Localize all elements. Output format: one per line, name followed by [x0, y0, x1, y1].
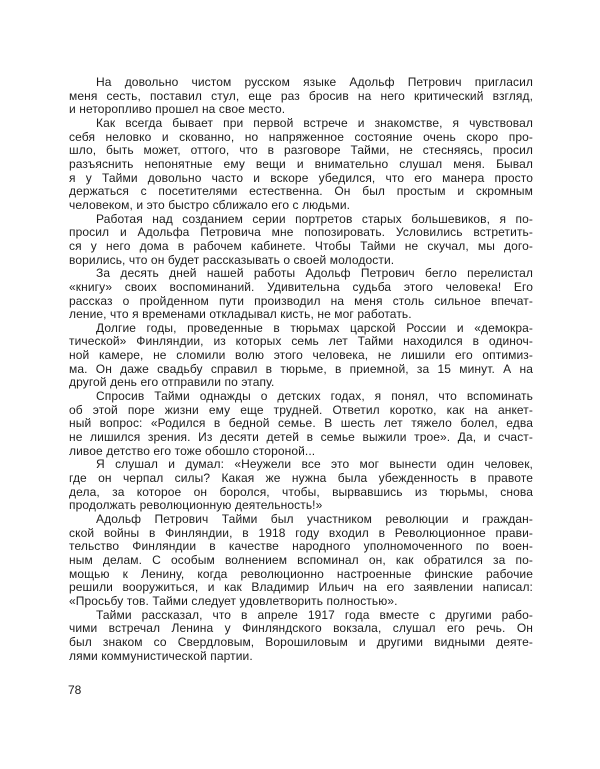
text-line: рассказ о пройденном пути производил на меня столь сильное впечат-: [69, 293, 533, 308]
text-line: себя неловко и скованно, но напряженное состояние очень скоро про-: [69, 129, 533, 144]
paragraph: [69, 267, 533, 322]
text-line: Как всегда бывает при первой встрече и знакомстве, я чувствовал: [96, 115, 533, 130]
text-line: Работая над созданием серии портретов старых большевиков, я по-: [96, 211, 533, 226]
text-line: был знаком со Свердловым, Ворошиловым и другими видными деяте-: [69, 634, 533, 649]
text-line: ный вопрос: «Родился в бедной семье. В шесть лет тяжело болел, едва: [69, 416, 533, 431]
text-line: Спросив Тайми однажды о детских годах, я понял, что вспоминать: [96, 389, 533, 404]
text-line: тической» Финляндии, из которых семь лет Тайми находился в одиноч-: [69, 334, 533, 349]
text-line: мощью к Ленину, когда революционно настроенные финские рабочие: [69, 566, 533, 581]
text-line: решили вооружиться, и как Владимир Ильич на его заявлении написал:: [69, 580, 533, 595]
text-line: не лишился зрения. Из десяти детей в семье выжили трое». Да, и счаст-: [69, 430, 533, 445]
paragraph: [69, 513, 533, 609]
text-line: человеком, и это быстро сближало его с людьми.: [69, 197, 351, 212]
text-line: ма. Он даже свадьбу справил в тюрьме, в приемной, за 15 минут. А на: [69, 361, 533, 376]
text-line: «книгу» своих воспоминаний. Удивительна судьба этого человека! Его: [69, 279, 533, 294]
text-line: «Просьбу тов. Тайми следует удовлетворить полностью».: [69, 593, 398, 608]
text-line: и неторопливо прошел на свое место.: [69, 102, 286, 117]
paragraph: [69, 609, 533, 664]
paragraph: [69, 213, 533, 268]
text-line: дела, за которое он боролся, чтобы, вырвавшись из тюрьмы, снова: [69, 484, 533, 499]
text-line: ворились, что он будет рассказывать о своей молодости.: [69, 252, 395, 267]
text-line: ся у него дома в рабочем кабинете. Чтобы Тайми не скучал, мы дого-: [69, 238, 533, 253]
text-line: Адольф Петрович Тайми был участником революции и граждан-: [96, 512, 533, 526]
text-line: Я слушал и думал: «Неужели все это мог вынести один человек,: [96, 457, 533, 472]
text-line: ской войны в Финляндии, в 1918 году входил в Революционное прави-: [69, 525, 533, 540]
page-text: [69, 76, 533, 663]
paragraph: [69, 117, 533, 213]
text-line: Тайми рассказал, что в апреле 1917 года вместе с другими рабо-: [96, 607, 533, 622]
paragraph: [69, 458, 533, 513]
text-line: шло, быть может, оттого, что в разговоре Тайми, не стесняясь, просил: [69, 143, 533, 158]
text-line: ливое детство его тоже обошло стороной...: [69, 443, 316, 458]
text-line: разъяснить непонятные ему вещи и внимательно слушал меня. Бывал: [69, 156, 533, 171]
text-line: об этой поре жизни ему еще трудней. Ответил коротко, как на анкет-: [69, 402, 533, 417]
paragraph: [69, 390, 533, 458]
text-line: За десять дней нашей работы Адольф Петрович бегло перелистал: [96, 266, 533, 281]
text-line: ной камере, не сломили волю этого человека, не лишили его оптимиз-: [69, 348, 533, 363]
text-line: я у Тайми довольно часто и вскоре убедился, что его манера просто: [69, 170, 533, 185]
text-line: продолжать революционную деятельность!»: [69, 498, 323, 513]
text-line: тельство Финляндии в качестве народного уполномоченного по воен-: [69, 539, 533, 554]
paragraph: [69, 322, 533, 390]
text-line: ление, что я временами откладывал кисть, не мог работать.: [69, 307, 412, 322]
text-line: держаться с посетителями естественна. Он был простым и скромным: [69, 184, 533, 199]
text-line: Долгие годы, проведенные в тюрьмах царской России и «демокра-: [96, 320, 533, 335]
text-line: меня сесть, поставил стул, еще раз бросив на него критический взгляд,: [69, 88, 533, 103]
text-line: На довольно чистом русском языке Адольф Петрович пригласил: [96, 75, 533, 89]
page-number: 78: [68, 683, 82, 697]
text-line: другой день его отправили по этапу.: [69, 375, 275, 390]
text-line: просил и Адольфа Петровича мне попозировать. Условились встретить-: [69, 225, 533, 240]
text-line: ным делам. С особым волнением вспоминал он, как обратился за по-: [69, 552, 533, 567]
paragraph: [69, 76, 533, 117]
text-line: чими встречал Ленина у Финляндского вокзала, слушал его речь. Он: [69, 621, 533, 636]
text-line: лями коммунистической партии.: [69, 648, 253, 663]
text-line: где он черпал силы? Какая же нужна была убежденность в правоте: [69, 471, 533, 486]
